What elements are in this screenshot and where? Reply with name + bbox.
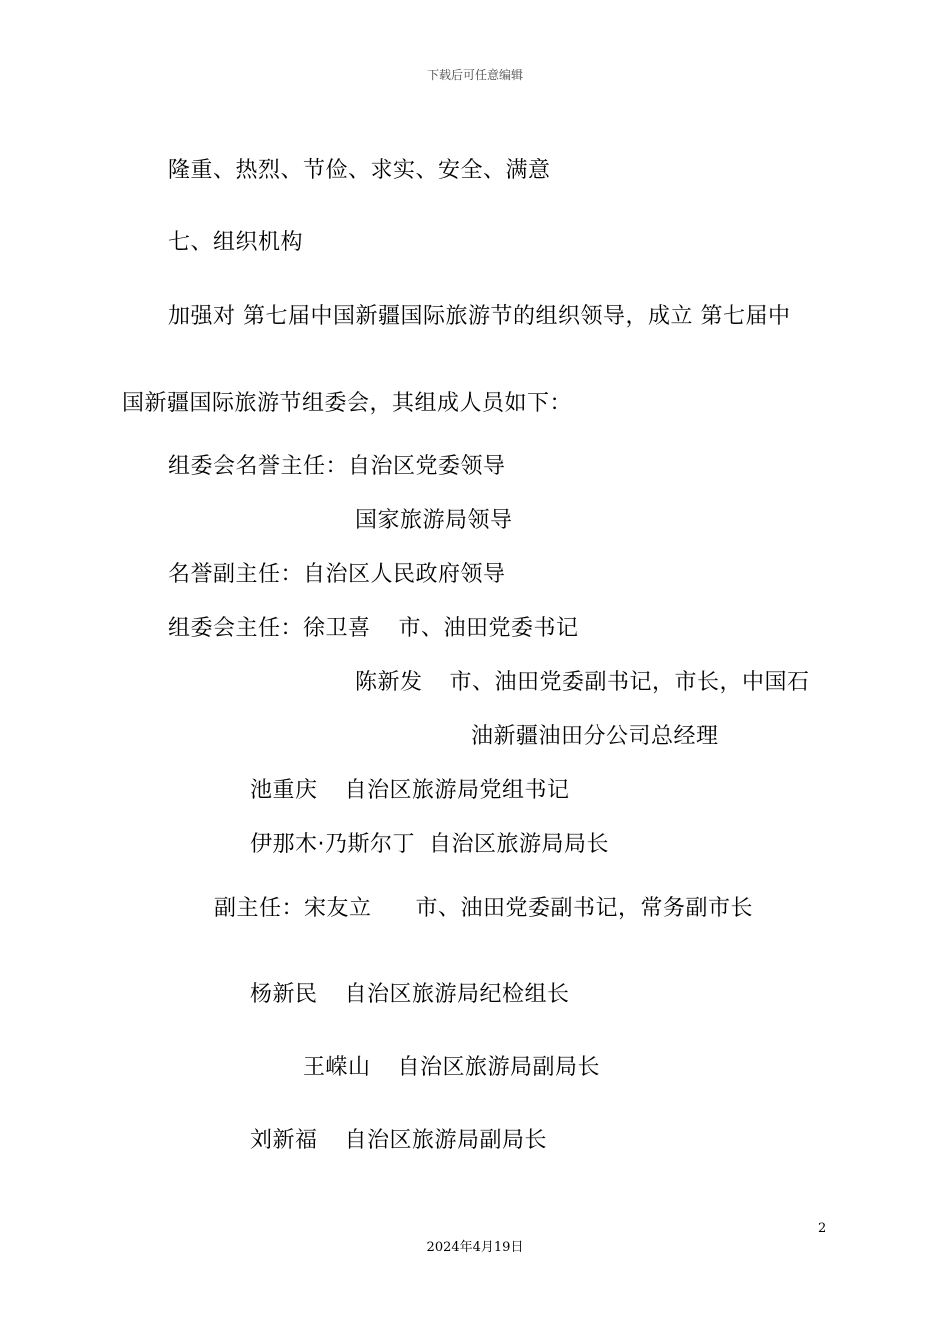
- member-role: 自治区旅游局副局长: [397, 1055, 601, 1080]
- member-role: 市、油田党委副书记，市长，中国石: [449, 670, 810, 695]
- director-line-3: 油新疆油田分公司总经理: [471, 724, 719, 749]
- deputy-director-line-2: [250, 980, 570, 1010]
- member-name: 伊那木·乃斯尔丁: [250, 832, 415, 857]
- member-name: 杨新民: [250, 982, 318, 1007]
- paragraph-line-2: 国新疆国际旅游节组委会，其组成人员如下：: [122, 391, 573, 416]
- honorary-director-line-2: 国家旅游局领导: [355, 508, 513, 533]
- deputy-role: 市、油田党委副书记，常务副市长: [415, 896, 754, 921]
- deputy-label: 副主任：宋友立: [214, 896, 372, 921]
- paragraph-line-1: 加强对 第七届中国新疆国际旅游节的组织领导，成立 第七届中: [168, 304, 791, 329]
- deputy-director-line-1: [214, 894, 753, 924]
- director-line-5: [250, 830, 609, 860]
- principles-line: 隆重、热烈、节俭、求实、安全、满意: [168, 158, 551, 183]
- director-role: 市、油田党委书记: [398, 616, 579, 641]
- deputy-director-line-4: [250, 1126, 547, 1156]
- honorary-deputy-line: 名誉副主任：自治区人民政府领导: [168, 562, 506, 587]
- member-role: 自治区旅游局党组书记: [344, 778, 570, 803]
- member-name: 王嵘山: [303, 1055, 371, 1080]
- director-label: 组委会主任：徐卫喜: [168, 616, 371, 641]
- member-role: 自治区旅游局纪检组长: [344, 982, 570, 1007]
- member-role: 自治区旅游局局长: [429, 832, 610, 857]
- member-name: 陈新发: [355, 670, 423, 695]
- member-role: 自治区旅游局副局长: [344, 1128, 548, 1153]
- section-heading: 七、组织机构: [168, 230, 304, 255]
- page-header: 下载后可任意编辑: [426, 68, 523, 82]
- page-number: 2: [818, 1221, 827, 1236]
- director-line-2: [355, 668, 810, 698]
- deputy-director-line-3: [303, 1053, 600, 1083]
- director-line-4: [250, 776, 570, 806]
- footer-date: 2024年4月19日: [426, 1240, 524, 1255]
- member-name: 刘新福: [250, 1128, 318, 1153]
- director-line-1: [168, 614, 579, 644]
- honorary-director-line: 组委会名誉主任：自治区党委领导: [168, 454, 506, 479]
- member-name: 池重庆: [250, 778, 318, 803]
